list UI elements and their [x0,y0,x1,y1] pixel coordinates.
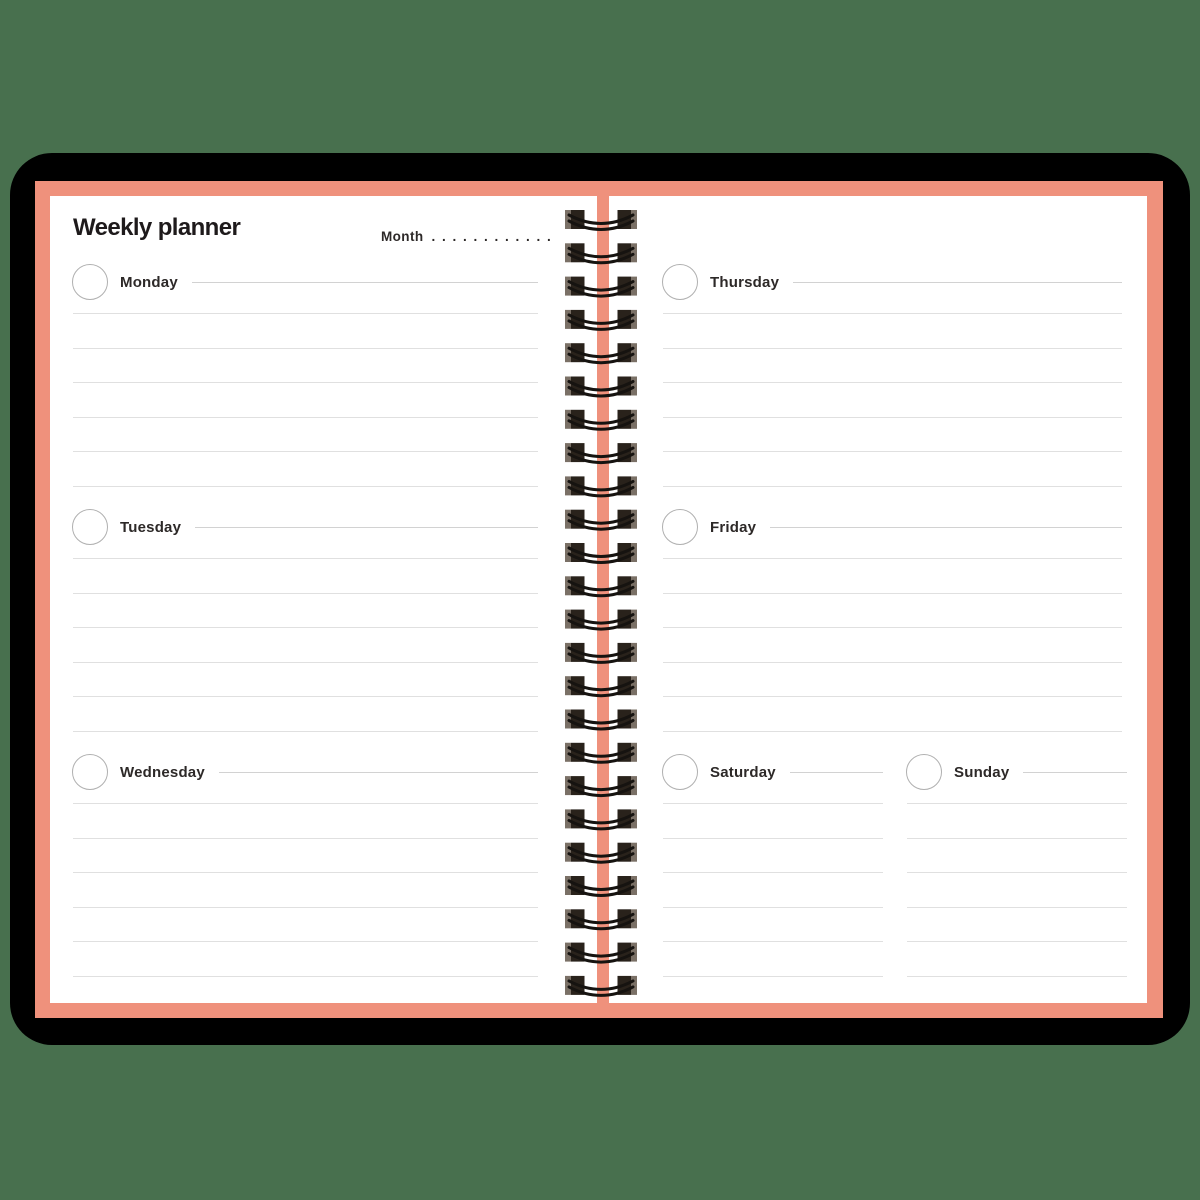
spiral-binding [565,196,637,1003]
writing-line [663,907,883,908]
writing-lines [663,509,1122,749]
coil [565,410,637,430]
section-saturday [662,754,883,994]
section-monday [72,264,538,504]
coil [565,876,637,896]
writing-line [907,872,1127,873]
writing-line [663,558,1122,559]
day-label: Sunday [954,763,1010,781]
writing-line [73,731,538,732]
coil [565,843,637,863]
writing-line [73,348,538,349]
writing-line [907,976,1127,977]
coil [565,576,637,596]
writing-lines [663,754,883,994]
coil [565,343,637,363]
section-tuesday [72,509,538,749]
writing-line [907,941,1127,942]
writing-line [73,872,538,873]
writing-line [663,348,1122,349]
writing-line [663,313,1122,314]
section-sunday [906,754,1127,994]
writing-line [73,558,538,559]
writing-lines [73,754,538,994]
day-label: Tuesday [120,518,182,536]
writing-line [663,662,1122,663]
writing-line [73,627,538,628]
section-thursday [662,264,1122,504]
writing-line [907,803,1127,804]
coil [565,377,637,397]
coil-layer [565,210,637,995]
coil [565,909,637,929]
month-field [381,229,552,244]
writing-line [73,417,538,418]
writing-line [663,696,1122,697]
writing-line [73,662,538,663]
writing-line [73,838,538,839]
writing-line [73,382,538,383]
writing-line [663,838,883,839]
writing-line [73,803,538,804]
coil [565,210,637,230]
month-fill-dots: . . . . . . . . . . . . [431,229,553,244]
writing-lines [663,264,1122,504]
section-friday [662,509,1122,749]
day-label: Wednesday [120,763,205,781]
writing-lines [73,509,538,749]
coil [565,676,637,696]
coil [565,643,637,663]
writing-line [663,593,1122,594]
day-label: Monday [120,273,178,291]
writing-line [663,417,1122,418]
writing-lines [73,264,538,504]
writing-line [663,382,1122,383]
writing-line [907,838,1127,839]
coil [565,277,637,297]
coil [565,543,637,563]
writing-line [73,593,538,594]
day-label: Saturday [710,763,776,781]
coil [565,243,637,262]
coil [565,776,637,796]
coil [565,710,637,730]
writing-line [663,451,1122,452]
day-label: Friday [710,518,757,536]
coil [565,510,637,530]
page-title: Weekly planner [73,214,241,241]
section-wednesday [72,754,538,994]
writing-line [663,627,1122,628]
writing-line [73,907,538,908]
writing-line [73,486,538,487]
writing-line [663,976,883,977]
writing-line [663,941,883,942]
writing-line [73,941,538,942]
coil [565,610,637,630]
writing-line [73,696,538,697]
writing-line [73,451,538,452]
coil [565,476,637,496]
writing-line [73,313,538,314]
coil [565,809,637,829]
writing-line [663,872,883,873]
day-label: Thursday [710,273,780,291]
writing-lines [907,754,1127,994]
coil [565,310,637,330]
writing-line [663,803,883,804]
writing-line [663,731,1122,732]
writing-line [907,907,1127,908]
writing-line [663,486,1122,487]
coil [565,976,637,996]
writing-line [73,976,538,977]
coil [565,943,637,963]
month-label: Month [381,229,424,244]
coil [565,443,637,463]
coil [565,743,637,763]
